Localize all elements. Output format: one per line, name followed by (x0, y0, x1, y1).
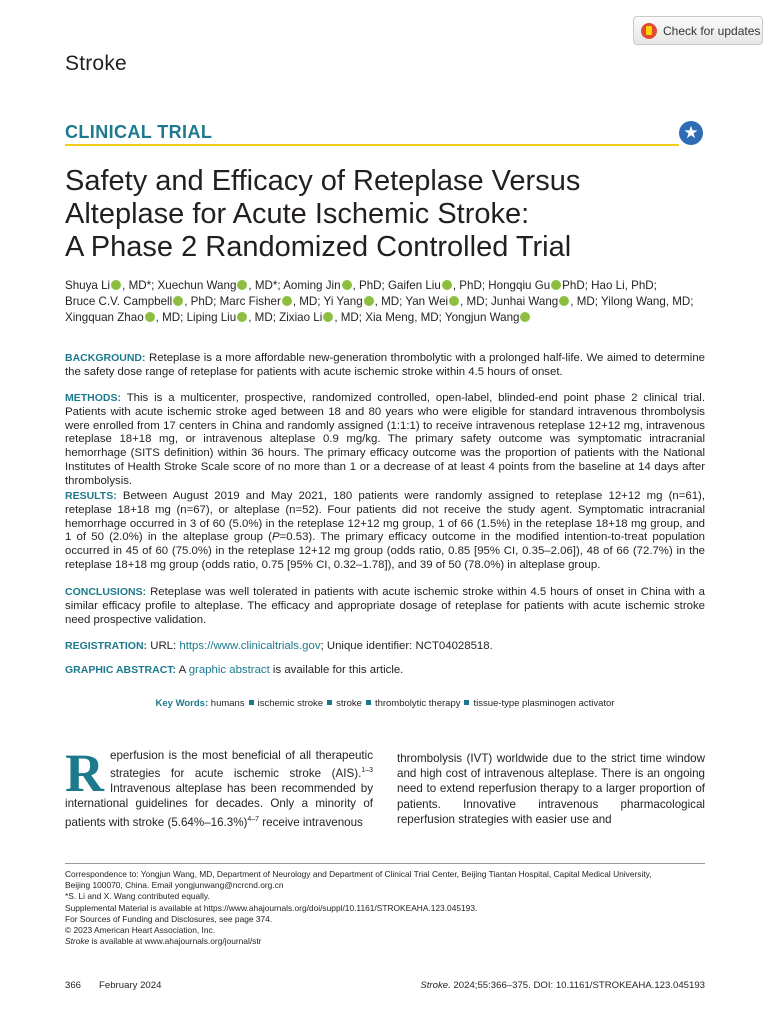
section-label: CLINICAL TRIAL (65, 122, 213, 142)
author-name: , MD*; Xuechun Wang (122, 279, 237, 292)
abstract-results (65, 490, 705, 573)
registration-identifier: ; Unique identifier: NCT04028518. (320, 640, 493, 652)
author-name: Bruce C.V. Campbell (65, 295, 173, 308)
check-for-updates-label: Check for updates (663, 23, 761, 38)
author-list (65, 278, 715, 326)
orcid-icon[interactable] (282, 296, 292, 306)
article-title (65, 165, 705, 264)
orcid-icon[interactable] (237, 312, 247, 322)
graphic-abstract-link[interactable]: graphic abstract (188, 664, 270, 676)
crossmark-icon (641, 23, 657, 39)
abstract-registration (65, 640, 705, 654)
registration-label: REGISTRATION: (65, 640, 148, 652)
author-name: , PhD; Marc Fisher (184, 295, 281, 308)
keyword: thrombolytic therapy (374, 698, 461, 709)
body-text: Intravenous alteplase has been recommended by international guidelines for decades. Only a minority of patients with stroke (5.64%–16.3%) (65, 782, 373, 829)
registration-prefix: URL: (150, 640, 180, 652)
section-rule (65, 144, 679, 146)
footer-left (65, 980, 179, 991)
keyword: tissue-type plasminogen activator (473, 698, 615, 709)
availability-journal: Stroke (65, 936, 90, 947)
results-text-continued: =0.53). The primary efficacy outcome in the modified intention-to-treat population occurred in 45 of 60 (75.0%) in the reteplase 12+12 mg group (odds ratio, 0.85 [95% CI, 0.35–2.06]), 48 of 66 (72.7%) in the reteplase 18+18 mg group (odds ratio, 0.75 [95% CI, 0.32–1.78]), and 39 of 50 (78.0%) in alteplase group. (65, 531, 706, 571)
footer-citation (420, 980, 705, 991)
title-line-2: Alteplase for Acute Ischemic Stroke: (65, 198, 530, 230)
copyright-note: © 2023 American Heart Association, Inc. (65, 925, 216, 936)
keywords-label: Key Words: (155, 698, 209, 709)
conclusions-text: Reteplase was well tolerated in patients with acute ischemic stroke within 4.5 hours of onset in China with a similar efficacy profile to alteplase. The efficacy and appropriate dosage of reteplase for patients with acute ischemic stroke need prospective validation. (65, 586, 706, 626)
author-name: , PhD; Gaifen Liu (352, 279, 441, 292)
author-name: , MD; Yi Yang (292, 295, 363, 308)
keyword: ischemic stroke (257, 698, 324, 709)
conclusions-label: CONCLUSIONS: (65, 586, 147, 598)
abstract-methods (65, 392, 705, 489)
issue-date: February 2024 (99, 980, 162, 991)
abstract-graphic (65, 664, 705, 678)
supplemental-note: Supplemental Material is available at https://www.ahajournals.org/doi/suppl/10.1161/STROKEAHA.123.045193. (65, 902, 478, 913)
footer-doi: 2024;55:366–375. DOI: 10.1161/STROKEAHA.123.045193 (450, 980, 705, 991)
title-line-3: A Phase 2 Randomized Controlled Trial (65, 231, 572, 263)
drop-cap: R (65, 743, 104, 803)
registration-link[interactable]: https://www.clinicaltrials.gov (179, 640, 321, 652)
methods-label: METHODS: (65, 392, 121, 404)
journal-name[interactable]: Stroke (65, 52, 127, 75)
title-line-1: Safety and Efficacy of Reteplase Versus (65, 165, 581, 197)
orcid-icon[interactable] (173, 296, 183, 306)
author-line-1 (65, 278, 715, 294)
results-label: RESULTS: (65, 490, 117, 502)
keyword-separator (366, 700, 371, 705)
orcid-icon[interactable] (342, 280, 352, 290)
orcid-icon[interactable] (145, 312, 155, 322)
abstract-conclusions (65, 586, 705, 627)
check-for-updates-button[interactable] (633, 16, 763, 45)
citation-ref[interactable]: 1–3 (361, 767, 373, 775)
background-label: BACKGROUND: (65, 352, 146, 364)
orcid-icon[interactable] (237, 280, 247, 290)
orcid-icon[interactable] (364, 296, 374, 306)
availability-text: is available at www.ahajournals.org/journal/str (89, 936, 262, 947)
keyword-separator (464, 700, 469, 705)
correspondence-note: Correspondence to: Yongjun Wang, MD, Department of Neurology and Department of Clinical Trial Center, Beijing Tiantan Hospital, Capital Medical University, (65, 869, 652, 879)
footer-journal: Stroke. (420, 980, 451, 991)
author-name: , MD; Yilong Wang, MD; (570, 295, 694, 308)
orcid-icon[interactable] (551, 280, 561, 290)
author-name: , MD; Junhai Wang (460, 295, 559, 308)
orcid-icon[interactable] (323, 312, 333, 322)
graphic-abstract-prefix: A (178, 664, 189, 676)
footnotes (65, 869, 705, 947)
author-name: , MD; Yan Wei (374, 295, 449, 308)
author-line-3 (65, 310, 715, 326)
keyword: humans (210, 698, 245, 709)
orcid-icon[interactable] (111, 280, 121, 290)
body-column-right: thrombolysis (IVT) worldwide due to the strict time window and high cost of intravenous alteplase. There is an ongoing need to extend reperfusion therapy to a larger proportion of patients. Innovative intravenous pharmacological reperfusion strategies with easier use and (397, 752, 705, 826)
orcid-icon[interactable] (442, 280, 452, 290)
body-column-left (65, 743, 373, 830)
citation-ref[interactable]: 4–7 (247, 815, 260, 823)
keyword-separator (249, 700, 254, 705)
body-text: receive intravenous (259, 815, 363, 829)
keywords (65, 698, 705, 709)
orcid-icon[interactable] (449, 296, 459, 306)
graphic-abstract-label: GRAPHIC ABSTRACT: (65, 664, 177, 676)
p-value-symbol: P (271, 531, 280, 544)
funding-note: For Sources of Funding and Disclosures, see page 374. (65, 913, 273, 924)
keyword: stroke (336, 698, 362, 709)
author-name: PhD; Hao Li, PhD; (562, 279, 657, 292)
author-line-2 (65, 294, 715, 310)
abstract-background (65, 352, 705, 380)
correspondence-email: Beijing 100070, China. Email yongjunwang@ncrcnd.org.cn (65, 880, 284, 891)
author-name: , MD; Liping Liu (155, 311, 237, 324)
author-name: , PhD; Hongqiu Gu (452, 279, 551, 292)
author-name: , MD*; Aoming Jin (248, 279, 341, 292)
page-number: 366 (65, 980, 82, 991)
author-name: , MD; Xia Meng, MD; Yongjun Wang (334, 311, 520, 324)
background-text: Reteplase is a more affordable new-generation thrombolytic with a prolonged half-life. We aimed to determine the safety dose range of reteplase for patients with acute ischemic stroke within 4.5 hours of onset. (65, 352, 705, 378)
author-name: Xingquan Zhao (65, 311, 144, 324)
results-text: Between August 2019 and May 2021, 180 patients were randomly assigned to reteplase 12+12 mg (n=61), reteplase 18+18 mg (n=67), or alteplase (n=52). Four patients did not receive the study agent. Symptomatic intracranial hemorrhage occurred in 3 of 60 (5.0%) in the reteplase 12+12 mg group, 1 of 66 (1.5%) in the reteplase 18+18 mg group, and 1 of 50 (2.0%) in the alteplase group ( (65, 490, 705, 544)
orcid-icon[interactable] (520, 312, 530, 322)
graphic-abstract-suffix: is available for this article. (269, 664, 404, 676)
author-name: Shuya Li (65, 279, 111, 292)
open-access-star-icon: ★ (679, 121, 703, 145)
footnote-rule (65, 863, 705, 864)
equal-contribution-note: *S. Li and X. Wang contributed equally. (65, 891, 210, 902)
keyword-separator (327, 700, 332, 705)
orcid-icon[interactable] (559, 296, 569, 306)
methods-text: This is a multicenter, prospective, randomized controlled, open-label, blinded-end point phase 2 clinical trial. Patients with acute ischemic stroke aged between 18 and 80 years who were eligible for standard intravenous thrombolysis were enrolled from 17 centers in China and randomly assigned (1:1:1) to receive intravenous reteplase 12+12 mg, intravenous reteplase 18+18 mg, or intravenous alteplase 0.9 mg/kg. The primary safety outcome was symptomatic intracranial hemorrhage (SITS definition) within 36 hours. The primary efficacy outcome was the proportion of patients with the National Institutes of Health Stroke Scale score of no more than 1 or a decrease of at least 4 points from the baseline at 14 days after thrombolysis. (65, 392, 705, 487)
author-name: , MD; Zixiao Li (248, 311, 323, 324)
body-text: eperfusion is the most beneficial of all therapeutic strategies for acute ischemic stroke (AIS). (110, 749, 373, 781)
availability-note (65, 936, 705, 947)
